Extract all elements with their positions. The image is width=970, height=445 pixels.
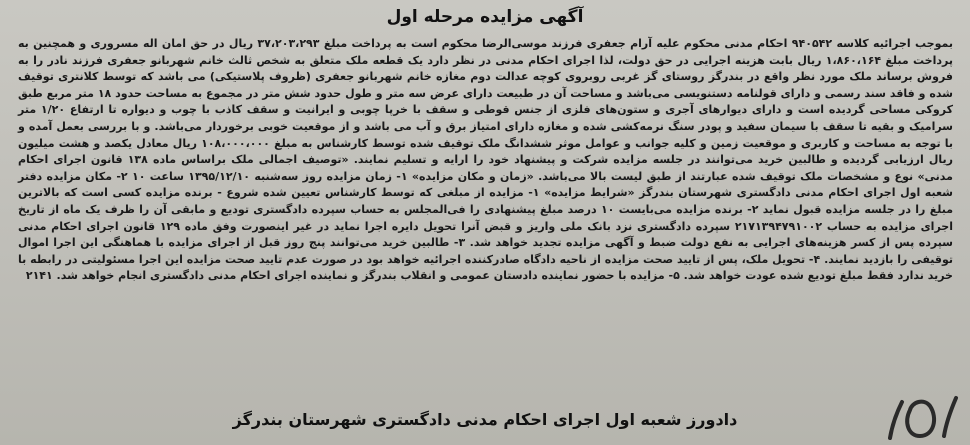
title-bar (0, 0, 970, 34)
notice-title: آگهی مزایده مرحله اول (386, 7, 584, 27)
notice-body: بموجب اجرائیه کلاسه ۹۴۰۵۴۲ احکام مدنی محکوم علیه آرام جعفری فرزند موسی‌الرضا محکوم است به پرداخت مبلغ ۳۷،۲۰۳،۲۹۳ ریال در حق امان اله مسروری و همچنین به پرداخت مبلغ ۱،۸۶۰،۱۶۴ ریال بابت هزینه اجرایی در حق دولت، لذا اجرای احکام مدنی در نظر دارد یک قطعه ملک متعلق به شخص ثالث خانم شهربانو جعفری فرزند نادر را به فروش برساند ملک مورد نظر واقع در بندرگز روستای گز غربی روبروی کوچه عدالت دوم مغازه خانم شهربانو جعفری (ظروف پلاستیکی) می باشد که توسط کلانتری توقیف شده و فاقد سند رسمی و دارای قولنامه دستنویسی می‌باشد و مساحت آن در طبیعت دارای عرض سه متر و طول حدود شش متر در مجموع به مساحت حدود ۱۸ متر مربع طبق کروکی مساحی گردیده است و دارای دیوارهای آجری و ستون‌های فلزی از جنس قوطی و سقف با خرپا چوبی و ایرانیت و سقف کاذب با چوب و دیواره تا ارتفاع ۱/۲۰ متر سرامیک و بقیه تا سقف با سیمان سفید و پودر سنگ نرمه‌کشی شده و مغازه دارای امتیاز برق و آب می باشد و از موقعیت خوبی برخوردار می‌باشد. و با بررسی بعمل آمده و با توجه به مساحت و کاربری و موقعیت زمین و کلیه جوانب و عوامل موثر ششدانگ ملک توقیف شده توسط کارشناس به مبلغ ۱۰۸،۰۰۰،۰۰۰ ریال معادل یکصد و هشت میلیون ریال ارزیابی گردیده و طالبین خرید می‌توانند در جلسه مزایده شرکت و پیشنهاد خود را ارایه و تسلیم نمایند. «توصیف اجمالی ملک براساس ماده ۱۳۸ قانون اجرای احکام مدنی» نوع و مشخصات ملک توقیف شده عبارتند از طبق لیست بالا می‌باشد. «زمان و مکان مزایده» ۱- زمان مزایده روز سه‌شنبه ۱۳۹۵/۱۲/۱۰ ساعت ۱۰ ۲- مکان مزایده دفتر شعبه اول اجرای احکام مدنی دادگستری شهرستان بندرگز «شرایط مزایده» ۱- مزایده از مبلغی که توسط کارشناس تعیین شده شروع - برنده مزایده کسی است که بالاترین مبلغ را در جلسه مزایده قبول نماید ۲- برنده مزایده می‌بایست ۱۰ درصد مبلغ پیشنهادی را فی‌المجلس به حساب سپرده دادگستری تودیع و مابقی آن را ظرف یک ماه از تاریخ اجرای مزایده به حساب ۲۱۷۱۳۹۴۷۹۱۰۰۲ سپرده دادگستری نزد بانک ملی واریز و قبض آنرا تحویل دایره اجرا نماید در غیر اینصورت وفق ماده ۱۲۹ قانون اجرای احکام مدنی سپرده پس از کسر هزینه‌های اجرایی به نفع دولت ضبط و آگهی مزایده تجدید خواهد شد. ۳- طالبین خرید می‌توانند پنج روز قبل از اجرای مزایده با هماهنگی این اجرا اموال توقیفی را بازدید نمایند. ۴- تحویل ملک، پس از تایید صحت مزایده از ناحیه دادگاه صادرکننده اجرائیه خواهد بود در صورت عدم تایید صحت مزایده این اجرا مسئولیتی در رابطه با خرید ندارد فقط مبلغ تودیع شده عودت خواهد شد. ۵- مزایده با حضور نماینده دادستان عمومی و انقلاب بندرگز و نماینده اجرای احکام مدنی دادگستری انجام خواهد شد. ۲۱۴۱ (18, 37, 954, 283)
notice-signature: دادورز شعبه اول اجرای احکام مدنی دادگستری شهرستان بندرگز (232, 409, 738, 429)
footer-bar (0, 404, 970, 434)
